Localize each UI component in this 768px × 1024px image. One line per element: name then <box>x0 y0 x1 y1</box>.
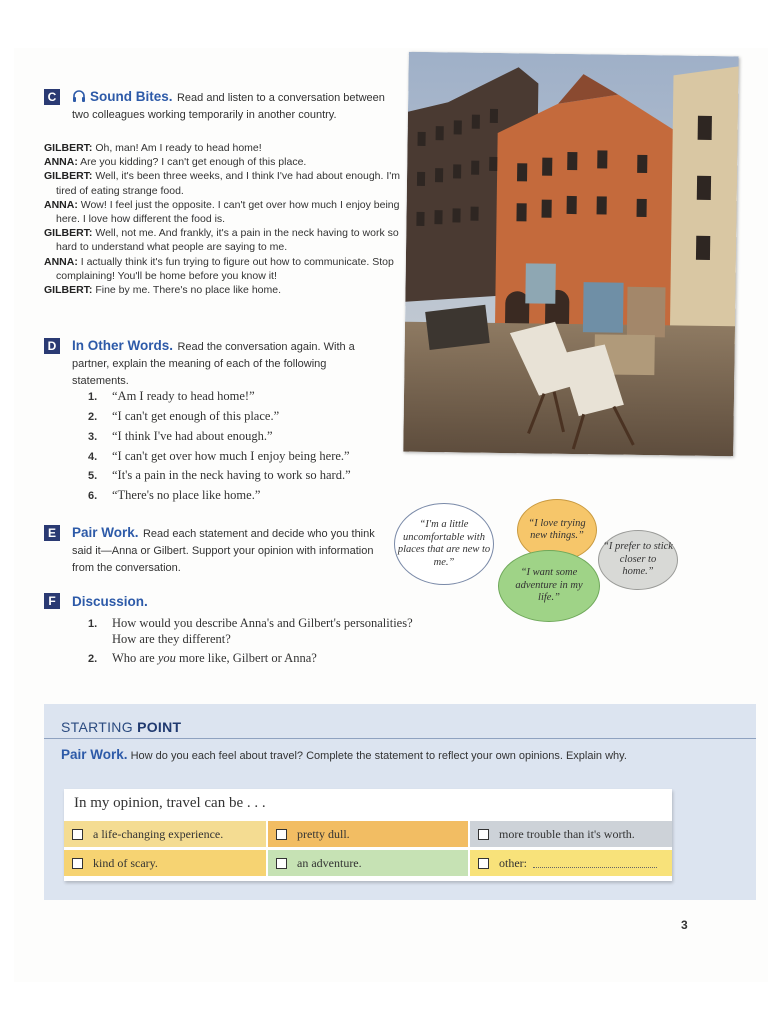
line-text: Oh, man! Am I ready to head home! <box>95 142 262 154</box>
conversation-dialog <box>44 141 404 297</box>
section-f-header <box>72 593 148 611</box>
other-fill-line[interactable] <box>533 858 657 868</box>
section-c-letter: C <box>44 89 60 105</box>
list-item <box>88 429 273 444</box>
item-number: 1. <box>88 391 98 403</box>
dialog-line <box>44 283 404 297</box>
line-text: Well, it's been three weeks, and I think I've had about enough. I'm tired of eating strange food. <box>56 170 401 197</box>
section-e-title: Pair Work. <box>72 525 139 540</box>
line-text: I actually think it's fun trying to figure out how to communicate. Stop complaining! You'll be home before you know it! <box>56 255 394 282</box>
dialog-line <box>44 226 404 254</box>
checkbox[interactable] <box>478 829 489 840</box>
divider <box>44 738 756 739</box>
checkbox[interactable] <box>72 858 83 869</box>
section-f-title: Discussion. <box>72 594 148 609</box>
option-label: pretty dull. <box>297 826 350 841</box>
option-pretty-dull[interactable] <box>268 821 468 847</box>
street-scene-photo <box>403 52 739 457</box>
dialog-line <box>44 141 404 155</box>
list-item <box>88 616 413 631</box>
checkbox[interactable] <box>72 829 83 840</box>
option-more-trouble[interactable] <box>470 821 672 847</box>
starting-point-instruction <box>61 748 701 763</box>
section-e-instruction: Read each statement and decide who you think said it—Anna or Gilbert. Support your opinion with information from the conversation. <box>72 528 375 574</box>
speaker: ANNA: <box>44 198 78 211</box>
item-text: more like, Gilbert or Anna? <box>175 651 317 665</box>
opinion-stem: In my opinion, travel can be . . . <box>74 795 266 811</box>
section-d-header <box>72 338 362 389</box>
speaker: GILBERT: <box>44 284 93 297</box>
line-text: Fine by me. There's no place like home. <box>95 284 281 297</box>
section-d-instruction: Read the conversation again. With a partner, explain the meaning of each of the following statements. <box>72 341 355 387</box>
item-text: “It's a pain in the neck having to work so hard.” <box>112 468 351 482</box>
speaker: GILBERT: <box>44 227 93 240</box>
list-item <box>88 651 317 666</box>
opinion-bubble: “I'm a little uncomfortable with places that are new to me.” <box>394 503 494 585</box>
item-text: How are they different? <box>112 632 231 646</box>
item-number: 2. <box>88 411 98 423</box>
title-light: STARTING <box>61 719 133 735</box>
list-item <box>88 468 351 483</box>
option-other[interactable] <box>470 850 672 876</box>
section-d-title: In Other Words. <box>72 338 174 353</box>
section-d-letter: D <box>44 338 60 354</box>
list-item <box>88 449 350 464</box>
list-item <box>88 409 279 424</box>
item-text: “I think I've had about enough.” <box>112 429 273 443</box>
item-number: 6. <box>88 490 98 502</box>
section-c-header <box>72 89 402 123</box>
option-label: kind of scary. <box>93 855 158 870</box>
checkbox[interactable] <box>478 858 489 869</box>
opinion-bubble: “I want some adventure in my life.” <box>498 550 600 622</box>
item-text: “Am I ready to head home!” <box>112 389 255 403</box>
section-f-letter: F <box>44 593 60 609</box>
item-text: “There's no place like home.” <box>112 488 261 502</box>
dialog-line <box>44 198 404 226</box>
option-label: a life-changing experience. <box>93 826 224 841</box>
starting-point-title <box>61 719 181 735</box>
item-emphasis: you <box>157 651 176 665</box>
line-text: Are you kidding? I can't get enough of this place. <box>80 156 307 169</box>
opinion-bubble: “I prefer to stick closer to home.” <box>598 530 678 590</box>
speaker: GILBERT: <box>44 170 93 183</box>
title-bold: POINT <box>137 719 182 735</box>
dialog-line <box>44 255 404 283</box>
option-label: other: <box>499 855 527 870</box>
opinion-bubble: “I love trying new things.” <box>517 499 597 561</box>
section-e-letter: E <box>44 525 60 541</box>
section-c-title: Sound Bites. <box>90 89 173 104</box>
instruction-text: How do you each feel about travel? Complete the statement to reflect your own opinions. Explain why. <box>130 750 627 762</box>
dialog-line <box>44 169 404 197</box>
speaker: ANNA: <box>44 156 78 169</box>
page-number: 3 <box>681 918 688 932</box>
item-number: 3. <box>88 431 98 443</box>
option-kind-of-scary[interactable] <box>64 850 266 876</box>
pair-work-label: Pair Work. <box>61 747 128 762</box>
headphones-icon <box>72 90 86 106</box>
option-life-changing[interactable] <box>64 821 266 847</box>
item-number: 1. <box>88 618 98 630</box>
dialog-line <box>44 155 404 169</box>
speaker: ANNA: <box>44 255 78 268</box>
option-an-adventure[interactable] <box>268 850 468 876</box>
line-text: Wow! I feel just the opposite. I can't get over how much I enjoy being here. I love how different the food is. <box>56 198 400 226</box>
item-text: Who are <box>112 651 158 665</box>
section-c-instruction: Read and listen to a conversation between two colleagues working temporarily in another country. <box>72 92 385 121</box>
item-text: “I can't get enough of this place.” <box>112 409 280 423</box>
item-text: “I can't get over how much I enjoy being here.” <box>112 449 350 463</box>
list-item <box>88 488 260 503</box>
item-number: 4. <box>88 451 98 463</box>
option-label: an adventure. <box>297 855 362 870</box>
checkbox[interactable] <box>276 858 287 869</box>
list-item-continuation <box>112 632 231 647</box>
checkbox[interactable] <box>276 829 287 840</box>
section-e-header <box>72 525 382 576</box>
speaker: GILBERT: <box>44 142 93 154</box>
option-label: more trouble than it's worth. <box>499 826 635 841</box>
line-text: Well, not me. And frankly, it's a pain in the neck having to work so hard to understand what people are saying to me. <box>56 227 399 254</box>
item-text: How would you describe Anna's and Gilbert's personalities? <box>112 616 413 630</box>
item-number: 5. <box>88 470 98 482</box>
list-item <box>88 389 255 404</box>
item-number: 2. <box>88 653 98 665</box>
